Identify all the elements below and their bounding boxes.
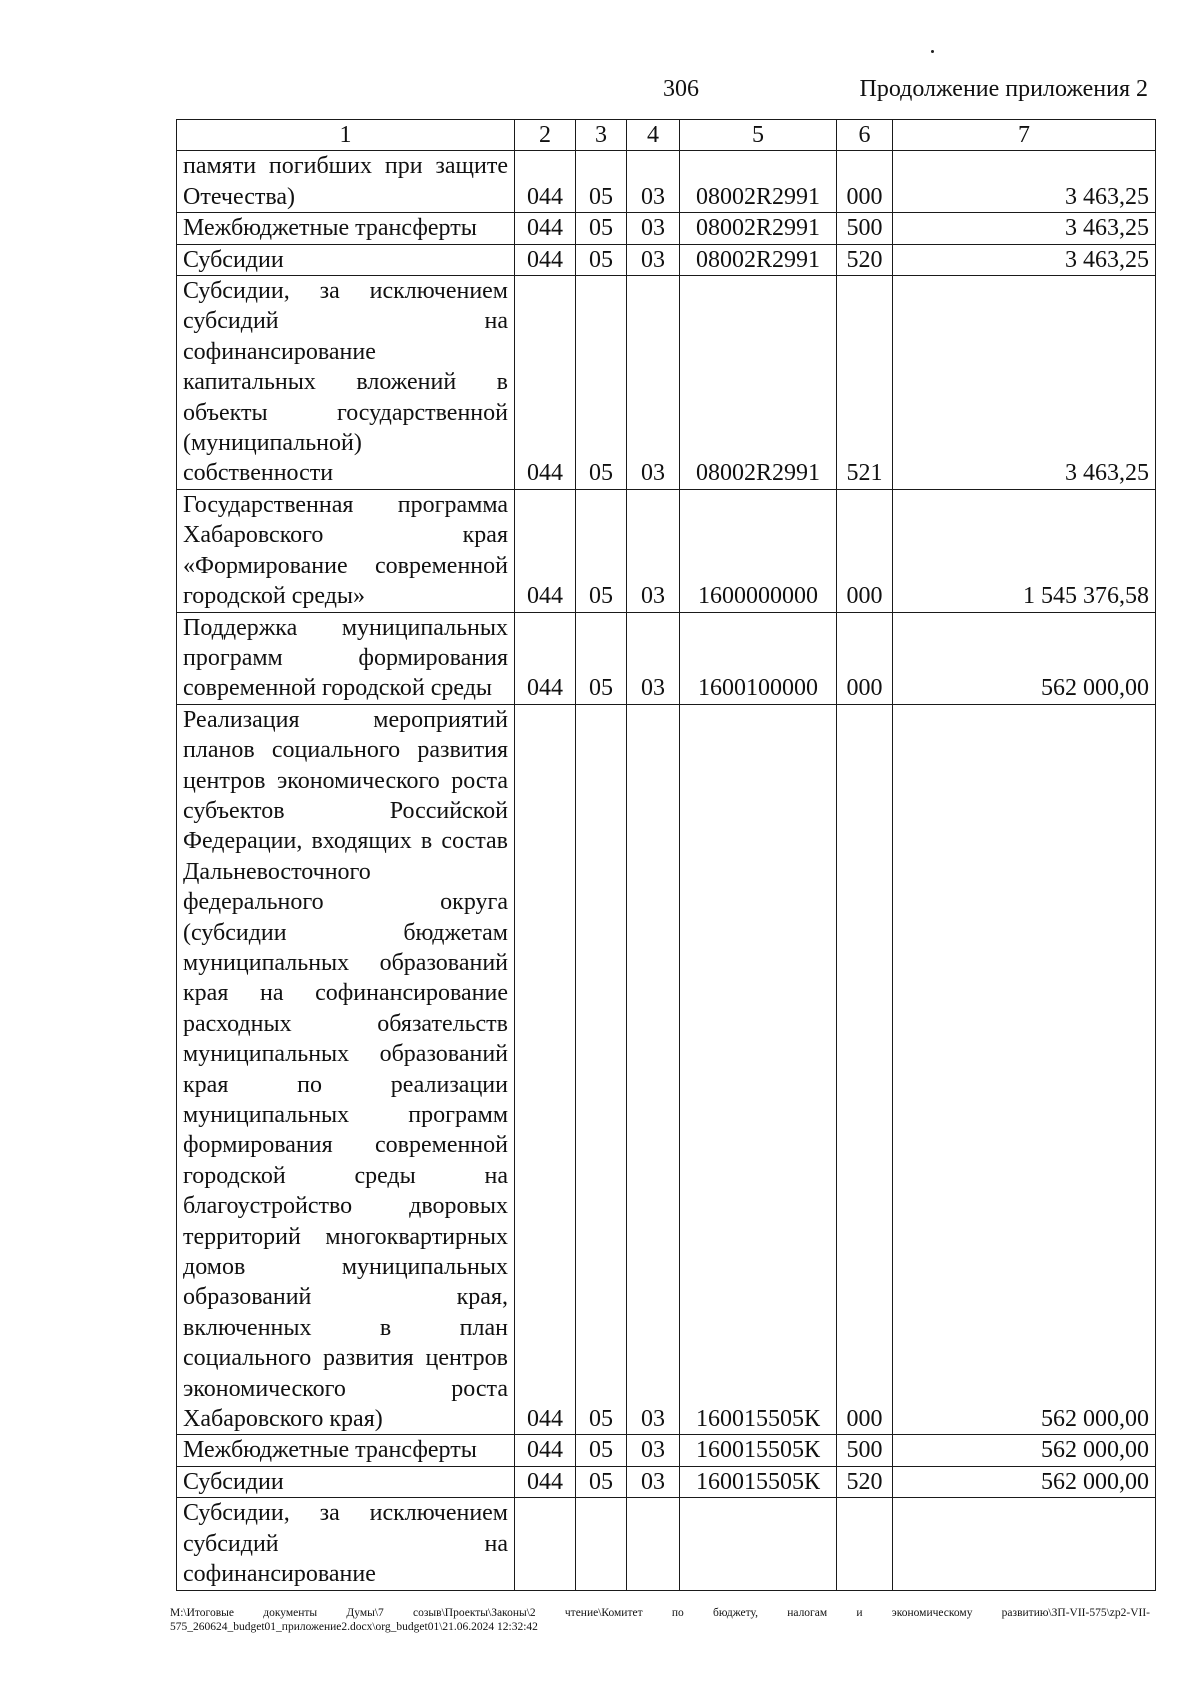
table-row (177, 489, 1156, 612)
expense-name-line: образований края, (183, 1284, 508, 1311)
expense-type-code-cell: 000 (837, 612, 893, 704)
table-row (177, 213, 1156, 244)
amount-cell: 3 463,25 (893, 276, 1156, 490)
subsection-code-cell: 03 (627, 276, 680, 490)
section-code-cell: 05 (576, 1435, 627, 1466)
expense-name-cell (177, 1498, 515, 1590)
expense-type-code-cell: 000 (837, 489, 893, 612)
subsection-code-cell: 03 (627, 1466, 680, 1497)
expense-name-line: (муниципальной) (183, 430, 362, 457)
expense-name-line: субсидий на (183, 1530, 508, 1557)
expense-name-line: Межбюджетные трансферты (183, 1437, 477, 1464)
amount-cell: 562 000,00 (893, 1466, 1156, 1497)
ministry-code-cell: 044 (515, 151, 576, 213)
expense-name-line: собственности (183, 460, 334, 487)
amount-cell: 562 000,00 (893, 704, 1156, 1435)
amount-cell: 3 463,25 (893, 151, 1156, 213)
column-header-1: 1 (177, 120, 515, 151)
amount-cell (893, 1498, 1156, 1590)
expense-name-line: края на софинансирование (183, 980, 508, 1007)
expense-name-line: расходных обязательств (183, 1010, 508, 1037)
target-item-code-cell: 160015505К (680, 704, 837, 1435)
subsection-code-cell: 03 (627, 151, 680, 213)
continuation-caption: Продолжение приложения 2 (859, 76, 1148, 102)
expense-name-line: Отечества) (183, 183, 295, 210)
section-code-cell: 05 (576, 704, 627, 1435)
section-code-cell: 05 (576, 489, 627, 612)
target-item-code-cell: 08002R2991 (680, 244, 837, 275)
table-row (177, 704, 1156, 1435)
ministry-code-cell: 044 (515, 489, 576, 612)
expense-name-line: федерального округа (183, 889, 508, 916)
expense-name-line: Дальневосточного (183, 858, 371, 885)
expense-name-cell (177, 1435, 515, 1466)
table-body (177, 151, 1156, 1590)
amount-cell: 1 545 376,58 (893, 489, 1156, 612)
expense-name-line: Государственная программа (183, 491, 508, 518)
target-item-code-cell: 08002R2991 (680, 276, 837, 490)
expense-name-line: программ формирования (183, 644, 508, 671)
column-number-header-row (177, 120, 1156, 151)
subsection-code-cell: 03 (627, 213, 680, 244)
expense-type-code-cell: 520 (837, 1466, 893, 1497)
expense-name-line: капитальных вложений в (183, 369, 508, 396)
subsection-code-cell (627, 1498, 680, 1590)
expense-name-line: Межбюджетные трансферты (183, 215, 477, 242)
column-header-3: 3 (576, 120, 627, 151)
stray-dot-mark (931, 50, 934, 53)
expense-name-cell (177, 276, 515, 490)
column-header-6: 6 (837, 120, 893, 151)
expense-name-line: Поддержка муниципальных (183, 614, 508, 641)
amount-cell: 562 000,00 (893, 612, 1156, 704)
expense-name-line: территорий многоквартирных (183, 1223, 508, 1250)
expense-type-code-cell: 000 (837, 704, 893, 1435)
section-code-cell: 05 (576, 612, 627, 704)
ministry-code-cell: 044 (515, 1435, 576, 1466)
target-item-code-cell: 160015505К (680, 1435, 837, 1466)
target-item-code-cell: 08002R2991 (680, 151, 837, 213)
expense-name-line: центров экономического роста (183, 767, 508, 794)
expense-name-line: софинансирование (183, 1561, 376, 1588)
expense-name-cell (177, 1466, 515, 1497)
expense-type-code-cell: 500 (837, 213, 893, 244)
expense-name-line: домов муниципальных (183, 1254, 508, 1281)
file-path-footer: М:\Итоговые документы Думы\7 созыв\Проекты\Законы\2 чтение\Комитет по бюджету, налогам и экономическому развитию\ЗП-VII-575\zp2-VII-575_260624_budget01_приложение2.docx\org_budget01\21.06.2024 12:32:42 (170, 1607, 1150, 1633)
ministry-code-cell: 044 (515, 612, 576, 704)
expense-name-line: края по реализации (183, 1071, 508, 1098)
expense-name-line: городской среды» (183, 583, 366, 610)
expense-name-line: Субсидии, за исключением (183, 1500, 508, 1527)
expense-name-line: муниципальных образований (183, 949, 508, 976)
column-header-5: 5 (680, 120, 837, 151)
expense-name-line: памяти погибших при защите (183, 153, 508, 180)
expense-type-code-cell: 521 (837, 276, 893, 490)
expense-name-line: включенных в план (183, 1314, 508, 1341)
expense-name-cell (177, 612, 515, 704)
table-row (177, 276, 1156, 490)
subsection-code-cell: 03 (627, 612, 680, 704)
table-row (177, 612, 1156, 704)
expense-name-line: Субсидии (183, 1468, 284, 1495)
target-item-code-cell: 160015505К (680, 1466, 837, 1497)
section-code-cell (576, 1498, 627, 1590)
amount-cell: 562 000,00 (893, 1435, 1156, 1466)
expense-name-cell (177, 489, 515, 612)
table-row (177, 1466, 1156, 1497)
ministry-code-cell (515, 1498, 576, 1590)
expense-name-line: современной городской среды (183, 675, 493, 702)
expense-name-cell (177, 213, 515, 244)
expense-name-line: Хабаровского края (183, 522, 508, 549)
expense-name-line: (субсидии бюджетам (183, 919, 508, 946)
ministry-code-cell: 044 (515, 213, 576, 244)
expense-name-line: объекты государственной (183, 399, 508, 426)
expense-name-line: Реализация мероприятий (183, 706, 508, 733)
ministry-code-cell: 044 (515, 276, 576, 490)
column-header-4: 4 (627, 120, 680, 151)
page-number: 306 (663, 76, 699, 102)
target-item-code-cell: 1600100000 (680, 612, 837, 704)
ministry-code-cell: 044 (515, 244, 576, 275)
ministry-code-cell: 044 (515, 704, 576, 1435)
section-code-cell: 05 (576, 151, 627, 213)
section-code-cell: 05 (576, 244, 627, 275)
subsection-code-cell: 03 (627, 1435, 680, 1466)
expense-type-code-cell: 520 (837, 244, 893, 275)
amount-cell: 3 463,25 (893, 244, 1156, 275)
expense-name-line: муниципальных образований (183, 1041, 508, 1068)
column-header-7: 7 (893, 120, 1156, 151)
expense-name-line: «Формирование современной (183, 552, 508, 579)
expense-name-line: социального развития центров (183, 1345, 508, 1372)
expense-name-line: городской среды на (183, 1162, 508, 1189)
section-code-cell: 05 (576, 1466, 627, 1497)
expense-name-line: формирования современной (183, 1132, 508, 1159)
expense-name-line: субъектов Российской (183, 797, 508, 824)
table-row (177, 1435, 1156, 1466)
expense-name-cell (177, 244, 515, 275)
section-code-cell: 05 (576, 276, 627, 490)
table-row (177, 1498, 1156, 1590)
expense-name-line: Субсидии, за исключением (183, 278, 508, 305)
subsection-code-cell: 03 (627, 704, 680, 1435)
target-item-code-cell: 1600000000 (680, 489, 837, 612)
amount-cell: 3 463,25 (893, 213, 1156, 244)
subsection-code-cell: 03 (627, 244, 680, 275)
expense-name-cell (177, 704, 515, 1435)
expense-name-line: экономического роста (183, 1375, 508, 1402)
expense-type-code-cell: 000 (837, 151, 893, 213)
expense-name-line: софинансирование (183, 338, 376, 365)
expense-name-line: субсидий на (183, 308, 508, 335)
expense-type-code-cell (837, 1498, 893, 1590)
table-row (177, 244, 1156, 275)
table-row (177, 151, 1156, 213)
column-header-2: 2 (515, 120, 576, 151)
expense-name-line: муниципальных программ (183, 1102, 508, 1128)
expense-type-code-cell: 500 (837, 1435, 893, 1466)
expense-name-line: планов социального развития (183, 737, 508, 764)
expense-name-line: благоустройство дворовых (183, 1193, 508, 1220)
expense-name-line: Федерации, входящих в состав (183, 828, 508, 855)
expense-name-line: Субсидии (183, 246, 284, 273)
ministry-code-cell: 044 (515, 1466, 576, 1497)
section-code-cell: 05 (576, 213, 627, 244)
budget-table (176, 119, 1156, 1591)
subsection-code-cell: 03 (627, 489, 680, 612)
target-item-code-cell (680, 1498, 837, 1590)
target-item-code-cell: 08002R2991 (680, 213, 837, 244)
expense-name-line: Хабаровского края) (183, 1406, 383, 1433)
expense-name-cell (177, 151, 515, 213)
